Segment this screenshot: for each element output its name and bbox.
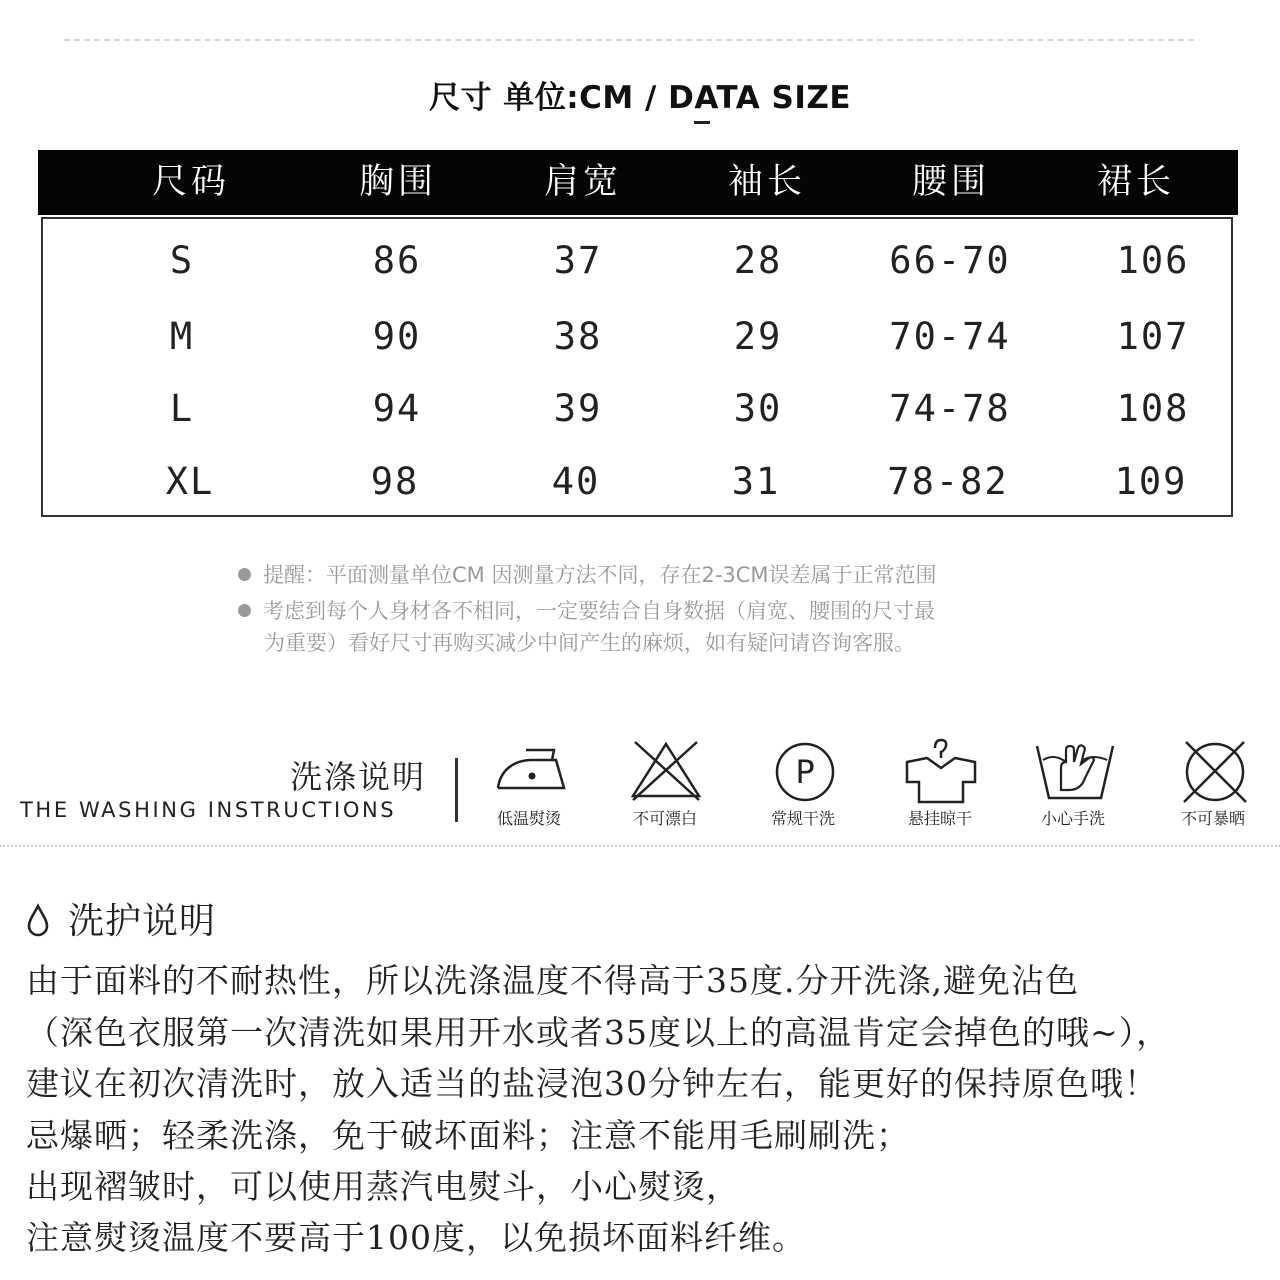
care-text-line: 由于面料的不耐热性，所以洗涤温度不得高于35度.分开洗涤,避免沾色: [26, 961, 1079, 1000]
table-cell: 78-82: [887, 460, 1009, 503]
table-cell: L: [169, 387, 195, 430]
table-row: [43, 231, 1231, 291]
no-bleach-icon: [621, 738, 711, 802]
size-table-header: [38, 150, 1238, 215]
washing-title-en: THE WASHING INSTRUCTIONS: [20, 798, 397, 822]
note-text: 提醒：平面测量单位CM 因测量方法不同，存在2-3CM误差属于正常范围: [263, 563, 937, 587]
table-cell: 90: [372, 315, 422, 358]
table-cell: 66-70: [889, 239, 1011, 282]
hang-dry-icon: [895, 738, 985, 804]
washing-label: 常规干洗: [770, 809, 836, 828]
section-divider: [0, 845, 1280, 847]
bullet-icon: [238, 604, 251, 617]
table-cell: 106: [1116, 239, 1190, 282]
table-cell: 108: [1116, 387, 1190, 430]
low-temp-iron-icon: [484, 738, 574, 798]
column-header-bust: 胸围: [358, 162, 438, 202]
table-cell: 29: [733, 315, 783, 358]
care-text-line: 忌爆晒；轻柔洗涤，免于破坏面料；注意不能用毛刷刷洗；: [26, 1116, 910, 1155]
bullet-icon: [238, 568, 251, 581]
table-cell: 39: [553, 387, 603, 430]
care-text-line: 出现褶皱时，可以使用蒸汽电熨斗，小心熨烫，: [26, 1167, 740, 1206]
table-cell: XL: [165, 460, 215, 503]
care-text-line: 注意熨烫温度不要高于100度，以免损坏面料纤维。: [26, 1218, 806, 1257]
care-title-text: 洗护说明: [68, 901, 217, 942]
dry-clean-icon: [759, 738, 849, 802]
table-cell: 70-74: [889, 315, 1011, 358]
column-header-sleeve: 袖长: [727, 162, 807, 202]
washing-divider: [455, 758, 458, 822]
table-cell: S: [169, 239, 195, 282]
hand-wash-icon: [1029, 738, 1119, 804]
size-table-body: [41, 217, 1233, 517]
top-divider: [64, 39, 1194, 41]
table-cell: 109: [1114, 460, 1188, 503]
washing-label: 不可暴晒: [1180, 809, 1246, 828]
note-line-2-continued: [264, 627, 915, 659]
column-header-skirt-length: 裙长: [1096, 162, 1176, 202]
care-text-line: 建议在初次清洗时，放入适当的盐浸泡30分钟左右，能更好的保持原色哦！: [26, 1064, 1158, 1103]
water-drop-icon: [26, 903, 50, 937]
note-line-1: [238, 559, 937, 591]
table-row: [43, 307, 1231, 367]
table-cell: 98: [370, 460, 420, 503]
column-header-waist: 腰围: [911, 162, 991, 202]
table-cell: M: [169, 315, 195, 358]
table-row: [43, 379, 1231, 439]
title-underline: [694, 121, 710, 124]
size-chart-title: 尺寸 单位:CM / DATA SIZE: [428, 80, 852, 116]
table-cell: 86: [372, 239, 422, 282]
care-text-line: （深色衣服第一次清洗如果用开水或者35度以上的高温肯定会掉色的哦~），: [26, 1013, 1171, 1052]
washing-label: 小心手洗: [1040, 809, 1106, 828]
table-row: [43, 452, 1231, 512]
note-text: 考虑到每个人身材各不相同，一定要结合自身数据（肩宽、腰围的尺寸最: [263, 599, 935, 623]
table-cell: 40: [551, 460, 601, 503]
no-sun-dry-icon: [1168, 738, 1258, 804]
note-line-2: [238, 595, 935, 627]
table-cell: 37: [553, 239, 603, 282]
table-cell: 38: [553, 315, 603, 358]
table-cell: 94: [372, 387, 422, 430]
column-header-shoulder: 肩宽: [543, 162, 623, 202]
column-header-size: 尺码: [151, 162, 231, 202]
table-cell: 30: [733, 387, 783, 430]
table-cell: 107: [1116, 315, 1190, 358]
note-text: 为重要）看好尺寸再购买减少中间产生的麻烦，如有疑问请咨询客服。: [264, 631, 915, 655]
washing-label: 低温熨烫: [496, 809, 562, 828]
dry-clean-symbol: P: [795, 753, 815, 791]
table-cell: 28: [733, 239, 783, 282]
washing-title-cn: 洗涤说明: [289, 758, 426, 796]
table-cell: 31: [731, 460, 781, 503]
washing-label: 悬挂晾干: [907, 809, 973, 828]
care-title: [26, 893, 216, 944]
washing-label: 不可漂白: [632, 809, 698, 828]
table-cell: 74-78: [889, 387, 1011, 430]
